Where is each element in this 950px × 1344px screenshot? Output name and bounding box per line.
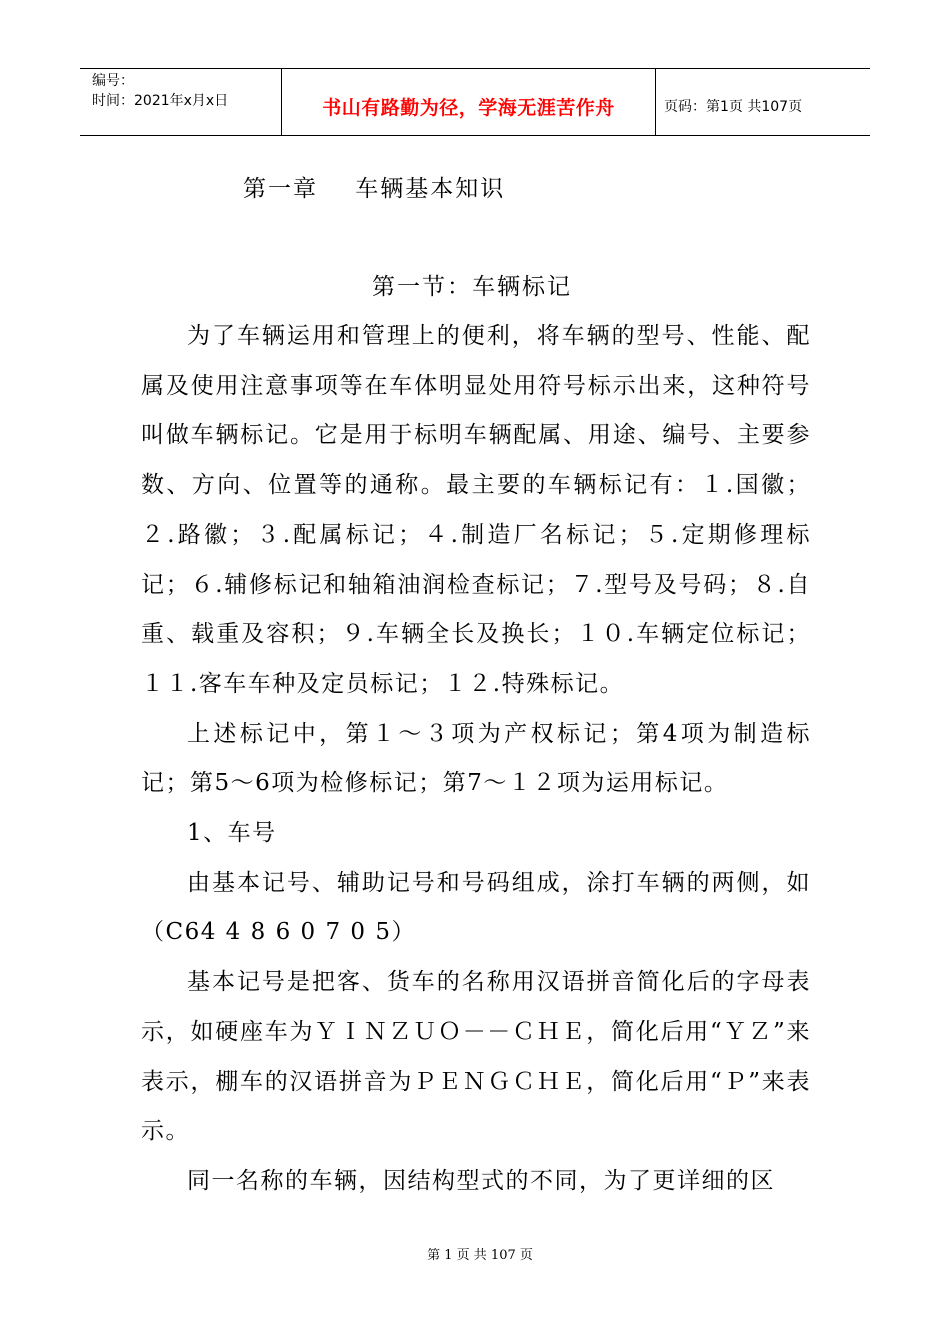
subheading: 1、车号 bbox=[187, 820, 277, 847]
paragraph: 为了车辆运用和管理上的便利，将车辆的型号、性能、配属及使用注意事项等在车体明显处用符号标示出来，这种符号叫做车辆标记。它是用于标明车辆配属、用途、编号、主要参数、方向、位置等的通称。最主要的车辆标记有：１.国徽；２.路徽；３.配属标记；４.制造厂名标记；５.定期修理标记；６.辅修标记和轴箱油润检查标记；７.型号及号码；８.自重、载重及容积；９.车辆全长及换长；１０.车辆定位标记；１１.客车车种及定员标记；１２.特殊标记。 bbox=[141, 323, 811, 697]
page-info-text: 页码：第1页 共107页 bbox=[664, 99, 803, 115]
chapter-title: 第一章 车辆基本知识 bbox=[243, 176, 506, 202]
header-page-info bbox=[656, 69, 870, 135]
header-meta bbox=[80, 69, 282, 135]
time-label: 时间：2021年x月x日 bbox=[92, 93, 229, 109]
number-label: 编号： bbox=[92, 73, 134, 89]
header-motto-cell bbox=[282, 69, 656, 135]
page-header bbox=[80, 68, 870, 136]
section-title: 第一节：车辆标记 bbox=[372, 274, 572, 300]
document-body bbox=[141, 312, 811, 1207]
motto-text: 书山有路勤为径，学海无涯苦作舟 bbox=[322, 96, 615, 119]
paragraph: 上述标记中，第１～３项为产权标记；第4项为制造标记；第5～6项为检修标记；第7～１２项为运用标记。 bbox=[141, 720, 811, 797]
paragraph: 由基本记号、辅助记号和号码组成，涂打车辆的两侧，如（C64 4 8 6 0 7 0 5） bbox=[141, 869, 811, 946]
paragraph: 基本记号是把客、货车的名称用汉语拼音简化后的字母表示，如硬座车为ＹＩＮＺＵＯ－－ＣＨＥ，简化后用“ＹＺ”来表示，棚车的汉语拼音为ＰＥＮＧＣＨＥ，简化后用“Ｐ”来表示。 bbox=[141, 969, 811, 1145]
page-footer: 第 1 页 共 107 页 bbox=[427, 1248, 533, 1263]
paragraph: 同一名称的车辆，因结构型式的不同，为了更详细的区 bbox=[187, 1167, 775, 1194]
